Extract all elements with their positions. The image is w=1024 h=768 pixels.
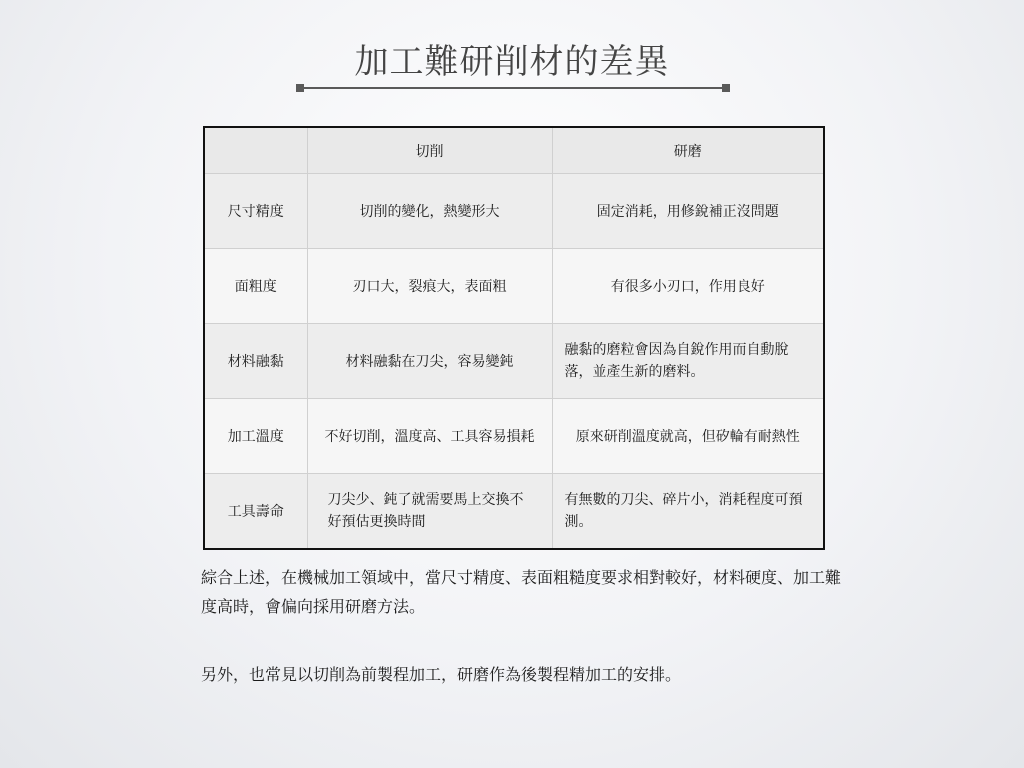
grinding-cell: 固定消耗，用修銳補正沒問題 <box>552 174 824 249</box>
note-paragraph: 另外，也常見以切削為前製程加工，研磨作為後製程精加工的安排。 <box>201 665 682 684</box>
table-row <box>204 249 824 324</box>
row-label: 加工溫度 <box>204 399 307 474</box>
table-row <box>204 474 824 550</box>
row-label: 面粗度 <box>204 249 307 324</box>
cutting-cell: 不好切削，溫度高、工具容易損耗 <box>307 399 552 474</box>
grinding-cell: 有很多小刃口，作用良好 <box>552 249 824 324</box>
table-row <box>204 324 824 399</box>
grinding-cell: 原來研削溫度就高，但矽輪有耐熱性 <box>552 399 824 474</box>
table-row <box>204 399 824 474</box>
header-empty <box>204 127 307 174</box>
cutting-cell: 刀尖少、鈍了就需要馬上交換不好預估更換時間 <box>307 474 552 550</box>
row-label: 工具壽命 <box>204 474 307 550</box>
table-header-row <box>204 127 824 174</box>
grinding-cell: 有無數的刀尖、碎片小，消耗程度可預測。 <box>552 474 824 550</box>
cutting-cell: 刃口大，裂痕大，表面粗 <box>307 249 552 324</box>
cutting-cell: 材料融黏在刀尖，容易變鈍 <box>307 324 552 399</box>
summary-paragraph: 綜合上述，在機械加工領域中，當尺寸精度、表面粗糙度要求相對較好，材料硬度、加工難度高時，會偏向採用研磨方法。 <box>201 568 842 616</box>
page-title: 加工難研削材的差異 <box>354 42 670 82</box>
comparison-table <box>203 126 825 550</box>
header-cutting: 切削 <box>307 127 552 174</box>
grinding-cell: 融黏的磨粒會因為自銳作用而自動脫落，並產生新的磨料。 <box>552 324 824 399</box>
row-label: 尺寸精度 <box>204 174 307 249</box>
cutting-cell: 切削的變化，熱變形大 <box>307 174 552 249</box>
title-underline <box>296 84 730 92</box>
header-grinding: 研磨 <box>552 127 824 174</box>
table-row <box>204 174 824 249</box>
row-label: 材料融黏 <box>204 324 307 399</box>
